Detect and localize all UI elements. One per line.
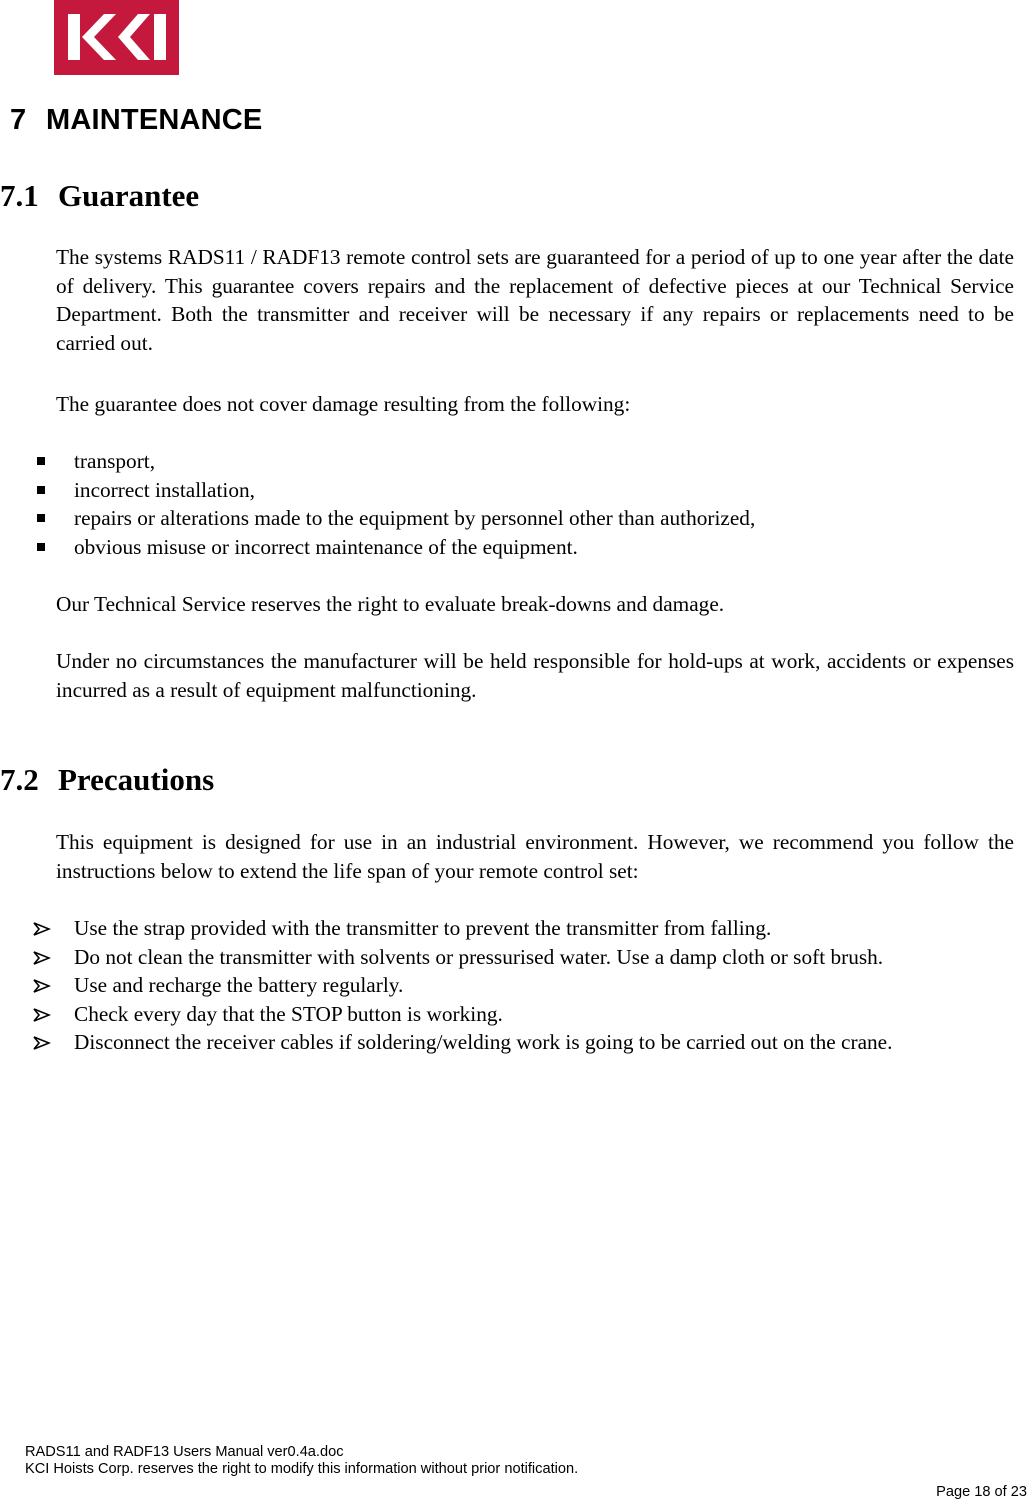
list-item-text: repairs or alterations made to the equipment by personnel other than authorized,: [74, 506, 756, 530]
section-heading-guarantee: [0, 178, 199, 214]
list-item: [0, 943, 1014, 972]
list-item: [0, 971, 1014, 1000]
arrowhead-bullet-icon: [33, 1008, 51, 1022]
footer-document-name: RADS11 and RADF13 Users Manual ver0.4a.doc: [25, 1444, 344, 1460]
list-item: [0, 1028, 1014, 1057]
guarantee-intro-paragraph: The systems RADS11 / RADF13 remote control sets are guaranteed for a period of up to one year after the date of delivery. This guarantee covers repairs and the replacement of defective pieces at our Technical Service Department. Both the transmitter and receiver will be necessary if any repairs or replacements need to be carried out.: [56, 245, 1014, 355]
list-item-text: incorrect installation,: [74, 477, 255, 502]
section-title: Precautions: [58, 762, 215, 797]
section-number: 7.2: [0, 762, 39, 797]
list-item-text: Do not clean the transmitter with solvents or pressurised water. Use a damp cloth or soft brush.: [74, 944, 884, 969]
arrowhead-bullet-icon: [33, 979, 51, 993]
kci-logo-mark: [54, 0, 179, 75]
list-item-text: Disconnect the receiver cables if soldering/welding work is going to be carried out on the crane.: [74, 1030, 893, 1054]
list-item-text: Use and recharge the battery regularly.: [74, 973, 404, 997]
list-item: [0, 447, 1014, 476]
chapter-heading: [10, 104, 262, 137]
kci-logo: [54, 0, 179, 75]
list-item-text: transport,: [74, 449, 156, 473]
liability-note-paragraph: Under no circumstances the manufacturer will be held responsible for hold-ups at work, accidents or expenses incurred as a result of equipment malfunctioning.: [56, 649, 1014, 702]
square-bullet-icon: [37, 457, 45, 465]
footer-disclaimer: KCI Hoists Corp. reserves the right to modify this information without prior notification.: [25, 1461, 579, 1477]
section-title: Guarantee: [58, 178, 200, 213]
exclusions-list: [0, 447, 1014, 561]
page-number: Page 18 of 23: [936, 1484, 1027, 1500]
arrowhead-bullet-icon: [33, 951, 51, 965]
square-bullet-icon: [37, 486, 45, 494]
list-item-text: Check every day that the STOP button is working.: [74, 1001, 503, 1026]
square-bullet-icon: [37, 543, 45, 551]
exclusions-intro-paragraph: The guarantee does not cover damage resulting from the following:: [56, 392, 631, 416]
list-item: [0, 533, 1014, 562]
arrowhead-bullet-icon: [33, 1036, 51, 1050]
precautions-list: [0, 914, 1014, 1057]
list-item-text: Use the strap provided with the transmitter to prevent the transmitter from falling.: [74, 916, 772, 940]
section-heading-precautions: [0, 762, 214, 798]
section-number: 7.1: [0, 178, 39, 213]
chapter-number: 7: [10, 104, 27, 136]
list-item: [0, 914, 1014, 943]
chapter-title: MAINTENANCE: [46, 104, 263, 136]
service-note-paragraph: Our Technical Service reserves the right to evaluate break-downs and damage.: [56, 592, 725, 616]
list-item: [0, 1000, 1014, 1029]
arrowhead-bullet-icon: [33, 922, 51, 936]
list-item: [0, 504, 1014, 533]
list-item-text: obvious misuse or incorrect maintenance of the equipment.: [74, 534, 578, 559]
square-bullet-icon: [37, 514, 45, 522]
list-item: [0, 476, 1014, 505]
page-footer: [25, 1444, 578, 1478]
precautions-intro-paragraph: This equipment is designed for use in an industrial environment. However, we recommend you follow the instructions below to extend the life span of your remote control set:: [56, 830, 1014, 883]
